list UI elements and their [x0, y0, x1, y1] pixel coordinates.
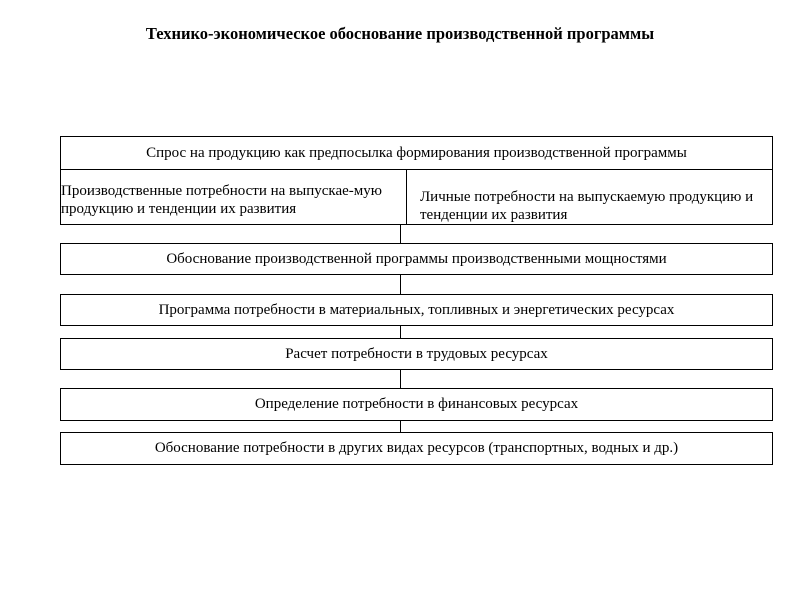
personal-needs-box: Личные потребности на выпускаемую продукцию и тенденции их развития [420, 189, 754, 223]
production-needs-box: Производственные потребности на выпускае-мую продукцию и тенденции их развития [61, 170, 407, 224]
step-box-materials: Программа потребности в материальных, топливных и энергетических ресурсах [60, 294, 773, 326]
step-box-finance: Определение потребности в финансовых ресурсах [60, 388, 773, 421]
step-box-labor: Расчет потребности в трудовых ресурсах [60, 338, 773, 370]
step-box-capacity: Обоснование производственной программы производственными мощностями [60, 243, 773, 275]
connector-line [400, 224, 401, 244]
diagram-title: Технико-экономическое обоснование производственной программы [145, 24, 655, 43]
demand-header-box: Спрос на продукцию как предпосылка формирования производственной программы [60, 136, 773, 170]
connector-line [400, 369, 401, 389]
step-box-other-resources: Обоснование потребности в других видах ресурсов (транспортных, водных и др.) [60, 432, 773, 465]
needs-row [60, 169, 773, 225]
connector-line [400, 274, 401, 295]
connector-line [400, 325, 401, 339]
